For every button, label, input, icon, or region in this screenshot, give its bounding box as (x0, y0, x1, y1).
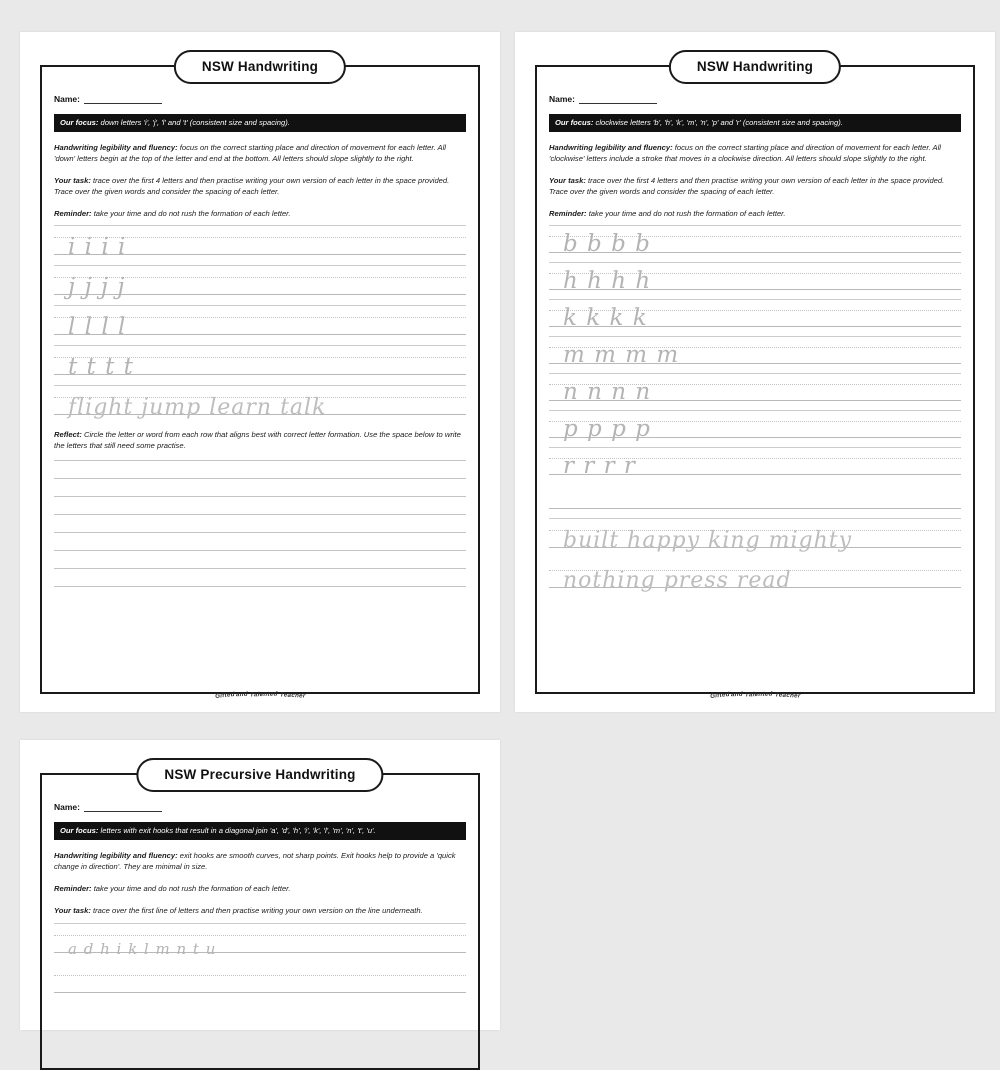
name-input-line[interactable] (579, 94, 657, 104)
practice-letters: b b b b (563, 231, 651, 258)
practice-row[interactable] (549, 334, 961, 367)
practice-row[interactable] (549, 297, 961, 330)
reflect-label: Reflect: (54, 430, 82, 440)
blank-line[interactable] (54, 460, 466, 478)
blank-line[interactable] (54, 550, 466, 568)
blank-line[interactable] (54, 478, 466, 496)
page-title: NSW Handwriting (669, 50, 841, 84)
footer-word: Teacher (279, 691, 306, 700)
page-title: NSW Precursive Handwriting (136, 758, 383, 792)
footer-word: Gifted (214, 690, 235, 701)
focus-bar (54, 822, 466, 840)
legibility-text: exit hooks are smooth curves, not sharp points. Exit hooks help to provide a 'quick change in direction'. They are minimal in size. (54, 851, 456, 872)
reminder-paragraph (54, 209, 466, 220)
practice-row-blank[interactable] (54, 961, 466, 997)
practice-words: flight jump learn talk (68, 395, 327, 421)
reminder-paragraph (549, 209, 961, 220)
practice-row[interactable] (54, 343, 466, 379)
blank-line[interactable] (54, 496, 466, 514)
blank-line[interactable] (54, 532, 466, 550)
legibility-text: focus on the correct starting place and direction of movement for each letter. All 'down' letters begin at the top of the letter and end at the bottom. All letters should slope slightly to the right. (54, 143, 446, 164)
footer-word: Gifted (709, 690, 730, 701)
focus-text: clockwise letters 'b', 'h', 'k', 'm', 'n', 'p' and 'r' (consistent size and spacing). (595, 118, 843, 127)
footer-word: Talented (745, 690, 773, 699)
practice-row[interactable] (549, 445, 961, 478)
practice-letters: n n n n (563, 379, 652, 406)
focus-label: Our focus: (60, 826, 99, 835)
page-content (54, 802, 466, 997)
practice-row[interactable] (54, 263, 466, 299)
task-text: trace over the first line of letters and then practise writing your own version on the line underneath. (92, 905, 423, 915)
blank-writing-lines[interactable] (54, 460, 466, 604)
word-practice-row[interactable] (549, 556, 961, 592)
practice-row[interactable] (549, 408, 961, 441)
practice-words: nothing press read (563, 568, 792, 594)
practice-letters: h h h h (563, 268, 652, 295)
practice-row[interactable] (54, 303, 466, 339)
name-label: Name: (549, 94, 575, 104)
focus-bar (54, 114, 466, 132)
name-input-line[interactable] (84, 802, 162, 812)
practice-row[interactable] (549, 260, 961, 293)
practice-row[interactable] (549, 371, 961, 404)
practice-letters: a d h i k l m n t u (68, 939, 217, 958)
reminder-label: Reminder: (54, 884, 92, 894)
page-content (54, 94, 466, 604)
name-field-row (54, 94, 466, 104)
practice-letters: j j j j (68, 274, 126, 301)
worksheet-page-2 (515, 32, 995, 712)
practice-row[interactable] (549, 223, 961, 256)
name-label: Name: (54, 94, 80, 104)
footer-word: Talented (250, 690, 278, 699)
word-practice-row[interactable] (54, 383, 466, 419)
footer-word: and (731, 690, 744, 699)
legibility-paragraph (549, 143, 961, 165)
legibility-label: Handwriting legibility and fluency: (54, 851, 178, 861)
practice-row[interactable] (54, 223, 466, 259)
footer-word: Teacher (774, 691, 801, 700)
task-paragraph (549, 176, 961, 198)
task-label: Your task: (54, 905, 91, 915)
task-label: Your task: (54, 176, 91, 186)
legibility-label: Handwriting legibility and fluency: (549, 143, 673, 153)
task-paragraph (54, 906, 466, 917)
reminder-text: take your time and do not rush the formation of each letter. (93, 884, 291, 894)
focus-text: letters with exit hooks that result in a diagonal join 'a', 'd', 'h', 'i', 'k', 'l', 'm', 'n', 't', 'u'. (100, 826, 376, 835)
practice-letters: i i i i (68, 234, 127, 261)
practice-letters: k k k k (563, 305, 648, 332)
worksheet-page-3 (20, 740, 500, 1030)
worksheet-page-1 (20, 32, 500, 712)
focus-label: Our focus: (555, 118, 594, 127)
practice-row[interactable] (54, 921, 466, 957)
reminder-label: Reminder: (549, 208, 587, 218)
reminder-label: Reminder: (54, 208, 92, 218)
guide-line-mid (54, 975, 466, 976)
page-title: NSW Handwriting (174, 50, 346, 84)
task-text: trace over the first 4 letters and then practise writing your own version of each letter in the space provided. Trace over the given words and consider the spacing of each letter. (54, 176, 450, 196)
reminder-text: take your time and do not rush the formation of each letter. (588, 208, 786, 218)
footer-word: and (236, 690, 249, 699)
word-practice-row[interactable] (549, 516, 961, 552)
reminder-text: take your time and do not rush the formation of each letter. (93, 208, 291, 218)
practice-letters: r r r r (563, 453, 636, 480)
practice-words: built happy king mighty (563, 528, 853, 554)
guide-line-base (54, 992, 466, 993)
page-content (549, 94, 961, 592)
legibility-paragraph (54, 143, 466, 165)
reflect-paragraph (54, 430, 466, 452)
footer-logo (515, 690, 995, 701)
practice-letters: t t t t (68, 354, 134, 381)
practice-letters: p p p p (563, 416, 651, 443)
legibility-label: Handwriting legibility and fluency: (54, 143, 178, 153)
legibility-paragraph (54, 851, 466, 873)
blank-line[interactable] (54, 568, 466, 586)
task-paragraph (54, 176, 466, 198)
blank-line[interactable] (54, 514, 466, 532)
reflect-text: Circle the letter or word from each row that aligns best with correct letter formation. Use the space below to write the letters that still need some practise. (54, 430, 461, 451)
focus-bar (549, 114, 961, 132)
practice-letters: m m m m (563, 342, 680, 369)
name-label: Name: (54, 802, 80, 812)
focus-text: down letters 'i', 'j', 'l' and 't' (consistent size and spacing). (100, 118, 290, 127)
reminder-paragraph (54, 884, 466, 895)
practice-letters: l l l l (68, 314, 127, 341)
footer-logo (20, 690, 500, 701)
name-input-line[interactable] (84, 94, 162, 104)
name-field-row (54, 802, 466, 812)
name-field-row (549, 94, 961, 104)
guide-line-base (549, 508, 961, 509)
focus-label: Our focus: (60, 118, 99, 127)
blank-line[interactable] (54, 586, 466, 604)
task-label: Your task: (549, 176, 586, 186)
task-text: trace over the first 4 letters and then practise writing your own version of each letter in the space provided. Trace over the given words and consider the spacing of each letter. (549, 176, 945, 196)
spacer-row (549, 482, 961, 512)
legibility-text: focus on the correct starting place and direction of movement for each letter. All 'clockwise' letters include a stroke that moves in a clockwise direction. All letters should slope slightly to the right. (549, 143, 941, 164)
